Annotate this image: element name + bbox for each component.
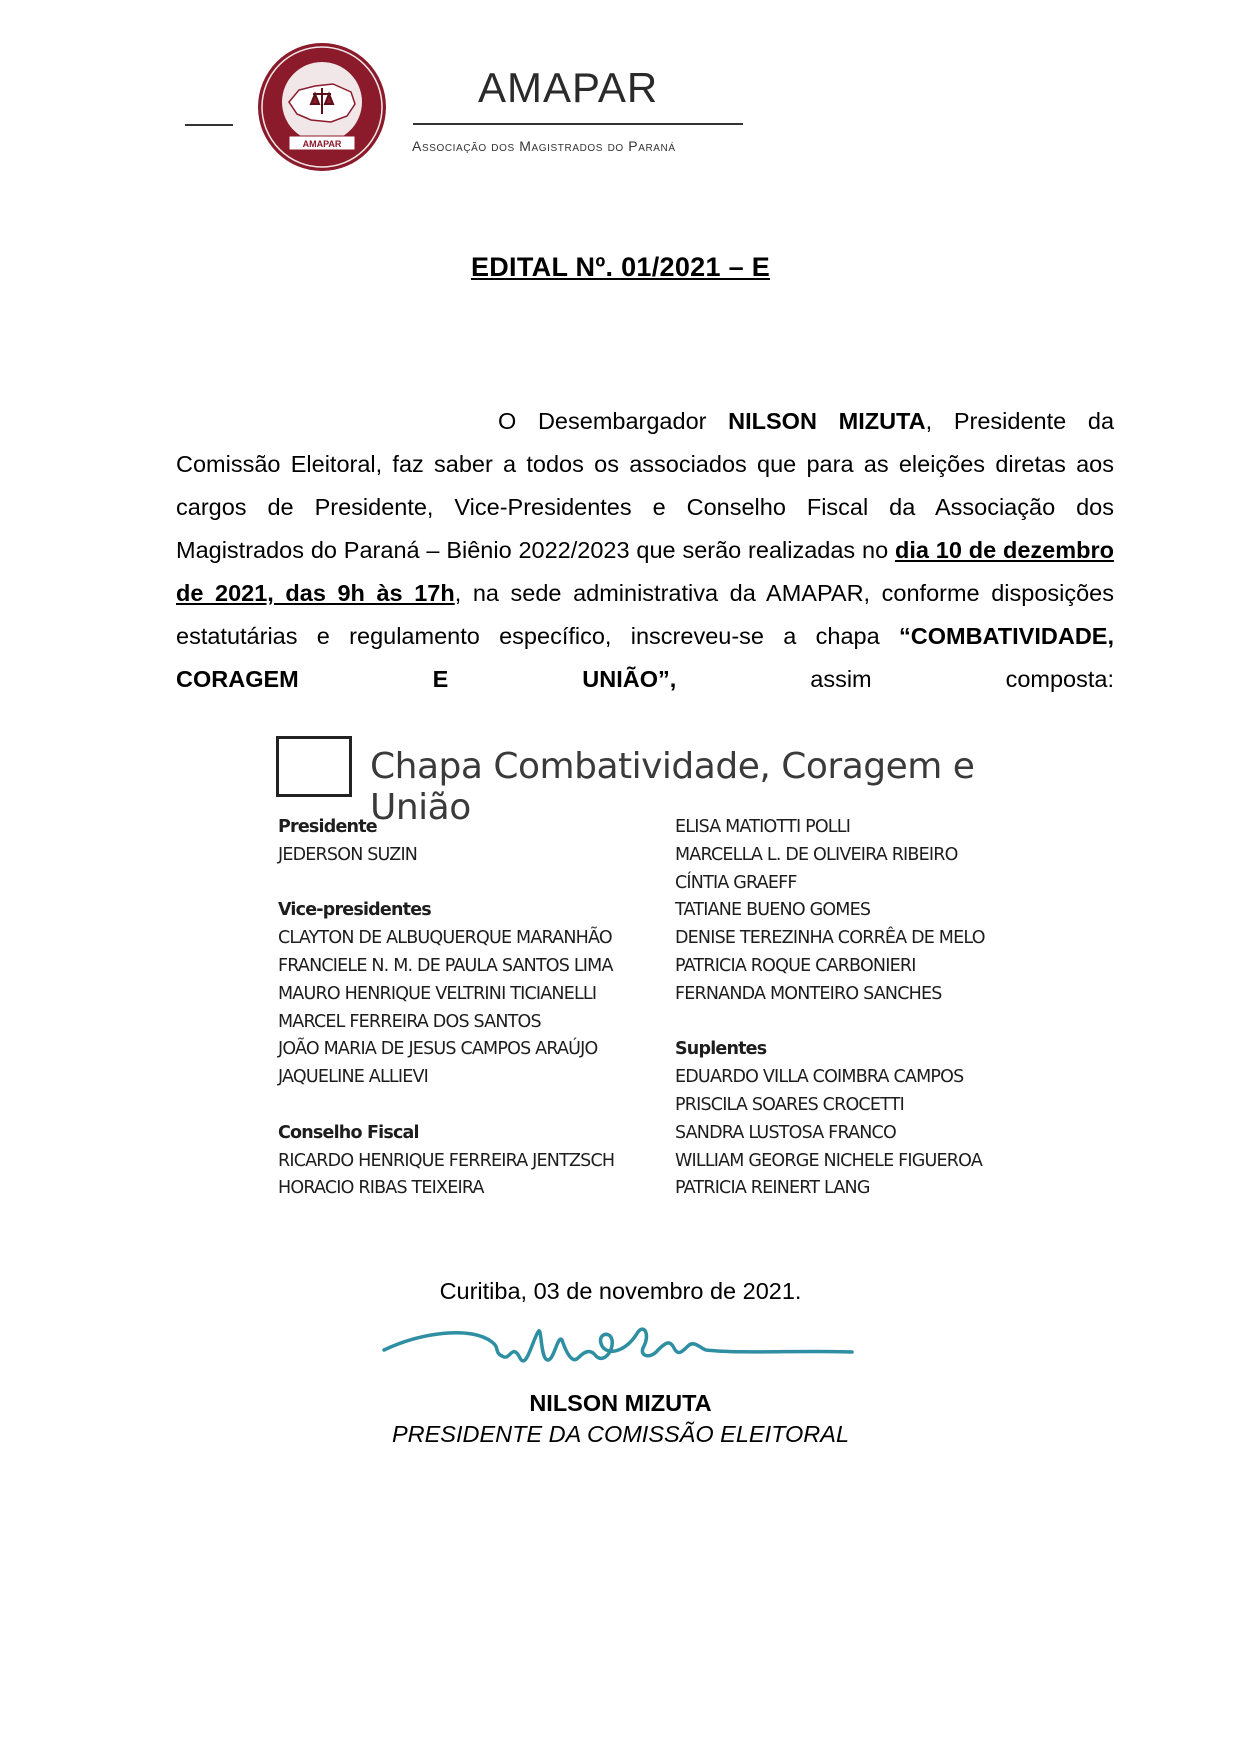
conselho-name: FERNANDA MONTEIRO SANCHES: [675, 983, 942, 1004]
vice-name: MAURO HENRIQUE VELTRINI TICIANELLI: [278, 983, 597, 1004]
suplente-name: EDUARDO VILLA COIMBRA CAMPOS: [675, 1067, 964, 1088]
presidente-name: JEDERSON SUZIN: [278, 844, 418, 865]
brand-name: AMAPAR: [478, 64, 659, 111]
election-date: dia 10 de dezembro de 2021, das 9h às 17h: [176, 537, 1114, 606]
body-name: NILSON MIZUTA: [728, 408, 926, 434]
suplente-name: PRISCILA SOARES CROCETTI: [675, 1094, 904, 1115]
suplentes-label: Suplentes: [675, 1039, 767, 1060]
ballot-box: [276, 736, 352, 797]
body-intro: O Desembargador: [498, 408, 729, 434]
suplente-name: WILLIAM GEORGE NICHELE FIGUEROA: [675, 1150, 982, 1171]
header-rule-left: [185, 124, 233, 126]
vice-label: Vice-presidentes: [278, 900, 431, 921]
signer-name: NILSON MIZUTA: [529, 1390, 712, 1416]
conselho-name: RICARDO HENRIQUE FERREIRA JENTZSCH: [278, 1150, 615, 1171]
conselho-name: CÍNTIA GRAEFF: [675, 872, 797, 893]
vice-name: CLAYTON DE ALBUQUERQUE MARANHÃO: [278, 928, 612, 949]
conselho-name: HORACIO RIBAS TEIXEIRA: [278, 1178, 484, 1199]
vice-name: JAQUELINE ALLIEVI: [278, 1067, 429, 1088]
chapa-column-left: [278, 814, 614, 1203]
presidente-label: Presidente: [278, 817, 377, 837]
chapa-title: Chapa Combatividade, Coragem e União: [370, 746, 975, 828]
body-text-2: , na sede administrativa da AMAPAR, conforme disposições estatutárias e regulamento específico, inscreveu-se a chapa: [176, 580, 1114, 649]
signer-role: PRESIDENTE DA COMISSÃO ELEITORAL: [391, 1421, 850, 1447]
suplente-name: PATRICIA REINERT LANG: [675, 1178, 870, 1199]
conselho-name: TATIANE BUENO GOMES: [675, 900, 871, 921]
vice-name: FRANCIELE N. M. DE PAULA SANTOS LIMA: [278, 955, 613, 976]
body-text-1: , Presidente da Comissão Eleitoral, faz saber a todos os associados que para as eleições diretas aos cargos de Presidente, Vice-Presidentes e Conselho Fiscal da Associação dos Magistrados do Paraná – Biênio 2022/2023 que serão realizadas no: [176, 408, 1115, 563]
svg-text:AMAPAR: AMAPAR: [302, 139, 342, 149]
chapa-name: “COMBATIVIDADE, CORAGEM E UNIÃO”,: [176, 623, 1114, 692]
conselho-label: Conselho Fiscal: [278, 1122, 419, 1143]
vice-name: JOÃO MARIA DE JESUS CAMPOS ARAÚJO: [278, 1039, 598, 1060]
document-title: EDITAL Nº. 01/2021 – E: [470, 252, 771, 282]
conselho-name: MARCELLA L. DE OLIVEIRA RIBEIRO: [675, 844, 958, 865]
header-rule-right: [413, 123, 743, 125]
brand-subtitle: Associação dos Magistrados do Paraná: [412, 138, 676, 154]
conselho-name: DENISE TEREZINHA CORRÊA DE MELO: [675, 928, 985, 949]
edital-body: [176, 400, 1114, 701]
amapar-seal-logo: [255, 40, 389, 174]
vice-name: MARCEL FERREIRA DOS SANTOS: [278, 1011, 541, 1032]
suplente-name: SANDRA LUSTOSA FRANCO: [675, 1122, 896, 1143]
conselho-name: ELISA MATIOTTI POLLI: [675, 817, 851, 837]
chapa-column-right: [675, 814, 985, 1203]
body-text-3: assim composta:: [676, 666, 1114, 692]
chapa-composition: [276, 736, 1036, 1206]
place-date: Curitiba, 03 de novembro de 2021.: [439, 1278, 802, 1304]
conselho-name: PATRICIA ROQUE CARBONIERI: [675, 955, 916, 976]
handwritten-signature: [382, 1312, 862, 1392]
